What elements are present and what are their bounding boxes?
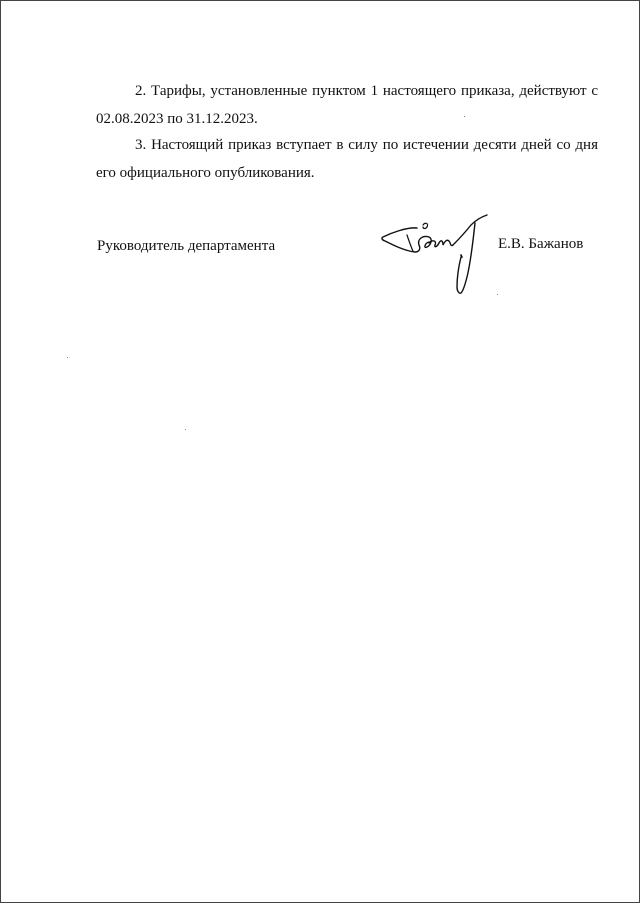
scan-speck <box>67 357 68 358</box>
handwritten-signature <box>379 211 499 301</box>
paragraph-effective <box>96 131 598 187</box>
signatory-name: Е.В. Бажанов <box>498 236 584 252</box>
scan-speck <box>497 294 498 295</box>
paragraph-tariffs-line-1: 2. Тарифы, установленные пунктом 1 настоящего приказа, действуют с <box>135 83 598 99</box>
paragraph-tariffs <box>96 77 598 133</box>
paragraph-effective-line-1: 3. Настоящий приказ вступает в силу по истечении десяти дней со дня <box>135 137 598 153</box>
paragraph-tariffs-line-2: 02.08.2023 по 31.12.2023. <box>96 111 258 127</box>
scan-speck <box>185 429 186 430</box>
paragraph-effective-line-2: его официального опубликования. <box>96 165 315 181</box>
signatory-title: Руководитель департамента <box>97 238 276 254</box>
scan-speck <box>464 116 465 117</box>
